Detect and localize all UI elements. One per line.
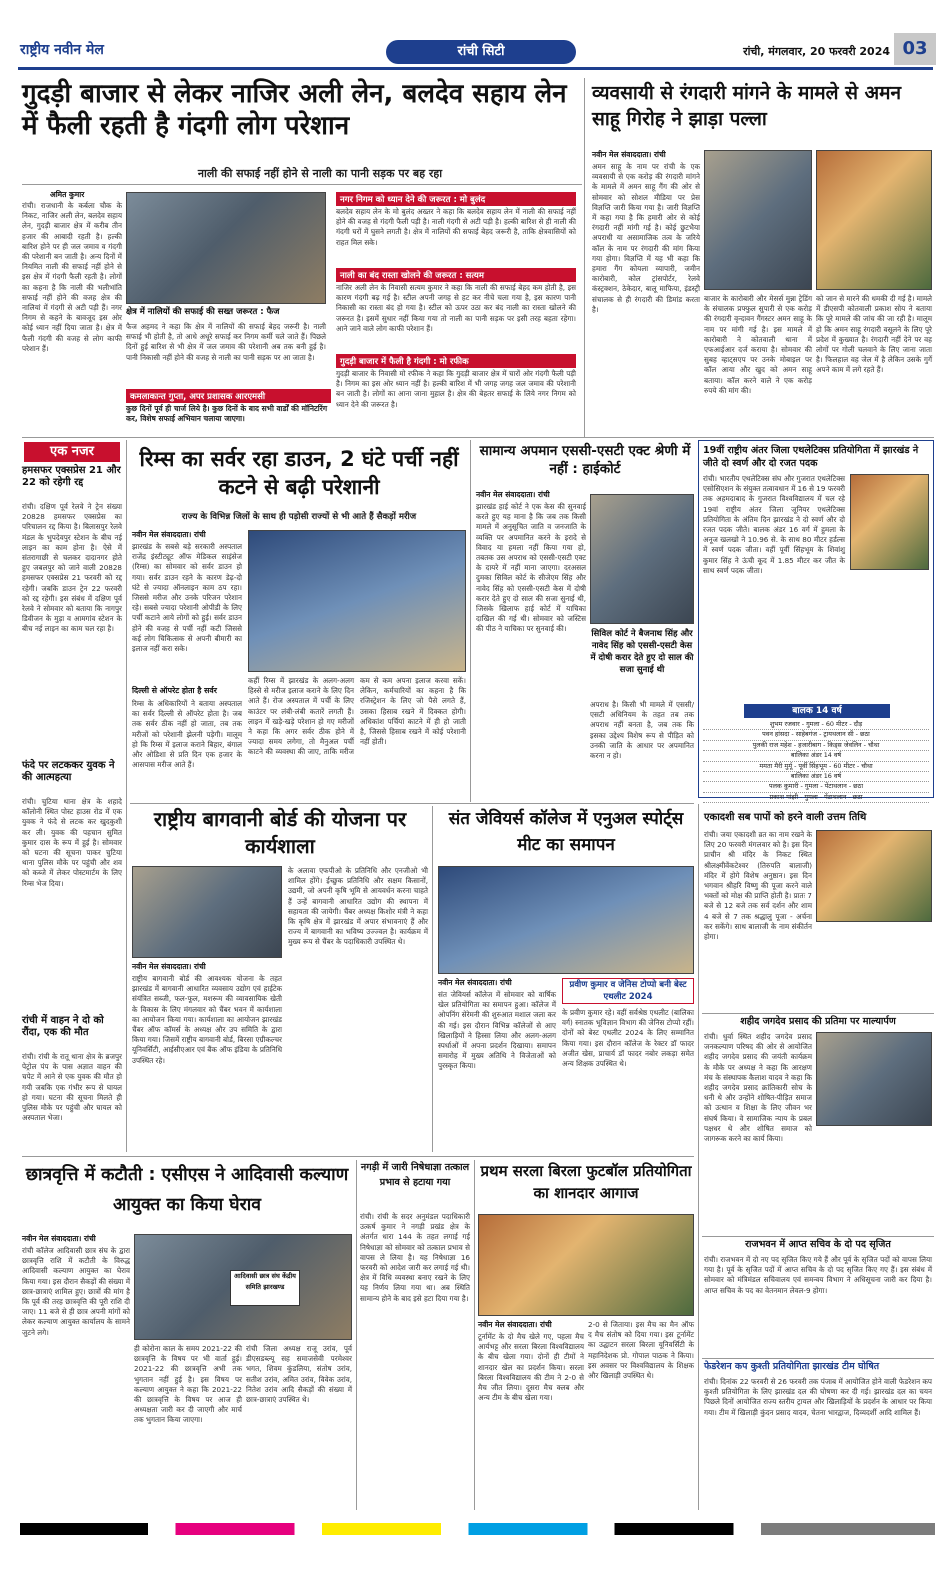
athletics-row: प्रकाश मांझी - गुमला - पेंटाथलान - छठा xyxy=(703,793,929,803)
rajbhavan-text: रांची। राजभवन में दो नए पद सृजित किए गये हैं और पूर्व के सृजित पदों को वापस लिया गया है। पूर्व के सृजित पदों में आप्त सचिव के दो पद सृजित किए गए हैं। इस संबंध में सोमवार को मंत्रिमंडल सचिवालय एवं समन्वय विभाग ने अधिसूचना जारी कर दिया है। आप्त सचिव के पद का वेतनमान लेवल-9 होगा। xyxy=(704,1255,932,1295)
ek-nazar-head-1: हमसफर एक्सप्रेस 21 और 22 को रहेगी रद्द xyxy=(22,465,121,488)
jagdev-photo xyxy=(816,1032,932,1126)
athletics-text-more xyxy=(703,572,929,700)
footer-head: कमलाकान्त गुप्ता, अपर प्रशासक आरएमसी xyxy=(126,389,331,403)
rims-subhead: राज्य के विभिन्न जिलों के साथ ही पड़ोसी राज्यों से भी आते हैं सैकड़ों मरीज xyxy=(181,512,417,522)
page-number: 03 xyxy=(894,33,936,65)
athletics-row: बालिका अंडर 16 वर्ष xyxy=(703,772,929,782)
lead-headline: गुदड़ी बाजार से लेकर नाजिर अली लेन, बलदेव सहाय लेन में फैली रहती है गंदगी लोग परेशान xyxy=(22,79,567,141)
athletics-row: पवन हांसदा - साहेबगंज - ट्रायथलान सी - छठा xyxy=(703,730,929,740)
rims-queue-photo xyxy=(248,530,466,672)
xaviers-headline: संत जेवियर्स कॉलेज में एनुअल स्पोर्ट्स मीट का समापन xyxy=(448,809,684,855)
horticulture-photo xyxy=(132,866,282,958)
nagdi-text: रांची। रांची के सदर अनुमंडल पदाधिकारी उत्कर्ष कुमार ने नगड़ी प्रखंड क्षेत्र के अंतर्गत धारा 144 के तहत लगाई गई निषेधाज्ञा को सोमवार को तत्काल प्रभाव से वापस ले लिया है। यह निषेधाज्ञा 16 फरवरी को आदेश जारी कर लगाई गई थी। क्षेत्र में विधि व्यवस्था बनाए रखने के लिए यह निर्णय लिया गया था। अब स्थिति सामान्य होने के बाद इसे हटा दिया गया है। xyxy=(360,1212,470,1303)
rims-headline: रिम्स का सर्वर रहा डाउन, 2 घंटे पर्ची नहीं कटने से बढ़ी परेशानी xyxy=(139,447,459,499)
quote-head-1: नगर निगम को ध्यान देने की जरूरत : मो बुलंद xyxy=(336,192,576,206)
athletics-row: पुलकी राज महेश - हजारीबाग - किड्स जेवलिन - चौथा xyxy=(703,741,929,751)
ek-nazar-title: एक नजर xyxy=(24,442,120,462)
extortion-byline: नवीन मेल संवाददाता। रांची xyxy=(592,150,666,159)
hc-caption: सिविल कोर्ट ने बैजनाथ सिंह और नावेद सिंह को एससी-एसटी केस में दोषी करार देते हुए दो साल की सजा सुनाई थी xyxy=(590,629,694,675)
extortion-photo-2 xyxy=(816,150,932,290)
lead-text: रांची। राजधानी के कर्बला चौक के निकट, नाजिर अली लेन, बलदेव सहाय लेन, गुदड़ी बाजार क्षेत्र में करीब तीन हजार की आबादी रहती है। हल्की बारिश होने पर ही जल जमाव व गंदगी की परेशानी बन जाती है। अन्य दिनों में नियमित नाली की सफाई नहीं होने से इस क्षेत्र में गंदगी फैली रहती है। लोगों का कहना है कि नाली की भलीभांति सफाई नहीं होने की वजह क्षेत्र की नालियां में गंदगी से अटी पड़ी हैं। नगर निगम से कहने के बावजूद इस ओर कोई ध्यान नहीं दिया जाता है। क्षेत्र में फैली गंदगी की वजह से लोग काफी परेशान हैं। xyxy=(22,201,122,353)
athletics-table-title: बालक 14 वर्ष xyxy=(744,704,890,718)
athletics-row: ममता मैरी मुर्मू - पूर्वी सिंहभूम - 60 मीटर - चौथा xyxy=(703,762,929,772)
xaviers-caption: प्रवीण कुमार व जेनिस टोप्पो बनी बेस्ट एथलीट 2024 xyxy=(562,978,694,1004)
footer-text: कुछ दिनों पूर्व ही चार्ज लिये है। कुछ दिनों के बाद सभी वार्डों की मॉनिटरिंग कर, विशेष सफाई अभियान चलाया जाएगा। xyxy=(126,404,328,423)
xaviers-text-2: के प्रवीण कुमार रहे। वहीं सर्वश्रेष्ठ एथलीट (बालिका वर्ग) स्नातक भूविज्ञान विभाग की जेनिस टोप्पो रहीं। दोनों को बेस्ट एथलीट 2024 के लिए सम्मानित किया गया। इस दौरान कॉलेज के रेक्टर डॉ फादर अजीत खेस, प्राचार्य डॉ फादर नबोर लकड़ा समेत अन्य शिक्षक उपस्थित थे। xyxy=(562,1008,694,1069)
lead-byline: अमित कुमार xyxy=(50,190,85,199)
section-label: रांची सिटी xyxy=(386,40,576,64)
fencing-text: रांची। दिनांक 22 फरवरी से 26 फरवरी तक पंजाब में आयोजित होने वाली फेडरेशन कप कुश्ती प्रतियोगिता के लिए झारखंड दल की घोषणा कर दी गई। झारखंड दल का चयन पिछले दिनों आयोजित राज्य स्तरीय ट्रायल और खिलाड़ियों के प्रदर्शन के आधार पर किया गया। टीम में खिलाड़ी कुंदन प्रसाद यादव, चेतना भारद्वाज, दिव्यदर्शी आदि शामिल हैं। xyxy=(704,1377,932,1417)
drain-photo xyxy=(126,192,326,304)
rims-delhi-head: दिल्ली से ऑपरेट होता है सर्वर xyxy=(132,686,217,695)
athletics-headline: 19वीं राष्ट्रीय अंतर जिला एथलेटिक्स प्रतियोगिता में झारखंड ने जीते दो स्वर्ण और दो रजत पदक xyxy=(703,445,919,469)
temple-photo xyxy=(816,830,932,922)
ekadashi-text: रांची। जया एकादशी व्रत का नाम रखने के लिए 20 फरवरी मंगलवार को है। इस दिन प्राचीन श्री मंदिर के निकट स्थित श्रीलक्ष्मीवेंकटेश्वर (तिरुपति बालाजी) मंदिर में होगे विशेष अनुष्ठान। इस दिन भगवान श्रीहरि विष्णु की पूजा करने वाले भक्तों को मोक्ष की प्राप्ति होती है। प्रातः 7 बजे से 12 बजे तक सर्व दर्शन और शाम 4 बजे से 7 तक श्रद्धालु पूजा - अर्चना कर सकेंगे। साथ बालाजी के नाम संकीर्तन होगा। xyxy=(704,830,812,942)
hc-text-2: अपराध है। किसी भी मामले में एससी/एसटी अधिनियम के तहत तब तक अपराध नहीं बनता है, जब तक कि इसका उद्देश्य विशेष रूप से पीड़ित को उनकी जाति के आधार पर अपमानित करना न हो। xyxy=(590,700,694,761)
athletics-row: शुभम रजवार - गुमला - 60 मीटर - दौड़ xyxy=(703,720,929,730)
date-line: रांची, मंगलवार, 20 फरवरी 2024 xyxy=(743,45,890,58)
football-photo xyxy=(478,1214,694,1316)
scholarship-headline: छात्रवृत्ति में कटौती : एसीएस ने आदिवासी कल्याण आयुक्त का किया घेराव xyxy=(25,1165,349,1215)
football-headline: प्रथम सरला बिरला फुटबॉल प्रतियोगिता का शानदार आगाज xyxy=(480,1162,692,1202)
xaviers-byline: नवीन मेल संवाददाता। रांची xyxy=(438,978,512,987)
xaviers-photo xyxy=(438,866,694,974)
rajbhavan-headline: राजभवन में आप्त सचिव के दो पद सृजित xyxy=(745,1239,891,1250)
ek-nazar-text-2: रांची। चुटिया थाना क्षेत्र के शहादे कॉलोनी स्थित पोस्ट हाउस रोड में एक युवक ने फंदे से लटक कर खुदकुशी कर ली। युवक की पहचान सुमित कुमार दास के रूप में हुई है। सोमवार को घटना की सूचना पाकर चुटिया थाना पुलिस मौके पर पहुंची और शव को कब्जे में लेकर पोस्टमार्टम के लिए रिम्स भेज दिया। xyxy=(22,797,122,888)
horticulture-text-2: के अलावा एफपीओ के प्रतिनिधि और एनजीओ भी शामिल होंगे। ईच्छुक प्रतिनिधि और सक्षम किसानों, उद्यमी, जो अपनी कृषि भूमि से आयवर्धन करना चाहते हैं उन्हें बागवानी आधारित उद्योग की स्थापना में सहायता की जायेगी। चैंबर अध्यक्ष किशोर मंत्री ने कहा कि कृषि क्षेत्र में झारखंड में अपार संभावनाएं हैं और राज्य में बागवानी का भविष्य उज्ज्वल है। कार्यक्रम में मुख्य रूप से चैंबर के पदाधिकारी उपस्थित थे। xyxy=(288,866,428,947)
horticulture-byline: नवीन मेल संवाददाता। रांची xyxy=(132,962,206,971)
hc-headline: सामान्य अपमान एससी-एसटी एक्ट श्रेणी में नहीं : हाईकोर्ट xyxy=(479,443,691,477)
lead-photo-caption: क्षेत्र में नालियों की सफाई की सख्त जरूरत : फैज xyxy=(126,307,280,317)
extortion-photo-1 xyxy=(704,150,812,290)
football-byline: नवीन मेल संवाददाता। रांची xyxy=(478,1320,552,1329)
ek-nazar-text-1: रांची। दक्षिण पूर्व रेलवे ने ट्रेन संख्या 20828 हमसफर एक्सप्रेस का परिचालन रद्द किया है। बिलासपुर रेलवे मंडल के भुपदेवपुर स्टेशन के बीच नई लाइन का काम होना है। ऐसे में संतरागाछी से चलकर दादानगर होते हुए जबलपुर को जाने वाली 20828 हमसफर एक्सप्रेस 21 फरवरी को रद्द रहेगी। जबकि डाउन ट्रेन 22 फरवरी को रद्द रहेगी। इस संबंध में दक्षिण पूर्व रेलवे ने सोमवार को बताया कि नागपुर डिवीजन के मुड़ा व आमगांव स्टेशन के बीच नई लाइन का काम चल रहा है। xyxy=(22,502,122,634)
ekadashi-text-more xyxy=(816,926,932,1010)
faiz-text: फैज अहमद ने कहा कि क्षेत्र में नालियों की सफाई बेहद जरूरी है। नाली सफाई भी होती है, तो आधे अधूरे सफाई कर निगम कर्मी चले जाते हैं। पिछले दिनों हुई बारिश से भी क्षेत्र में जल जमाव की परेशानी अब तक बनी हुई है। पानी निकासी नहीं होने की वजह से नाली का पानी सड़क पर आ जाता है। xyxy=(126,322,326,362)
athletics-text: रांची। भारतीय एथलेटिक्स संघ और गुजरात एथलेटिक्स एसोसिएशन के संयुक्त तत्वावधान में 16 से 19 फरवरी तक अहमदाबाद के गुजरात विश्वविद्यालय में चल रहे 19वां राष्ट्रीय अंतर जिला जूनियर एथलेटिक्स प्रतियोगिता के अंतिम दिन झारखंड ने दो स्वर्ण और दो रजत पदक जीते। बालक अंडर 16 वर्ग में हुमला के अनूज खलखो ने 10.96 से. के साथ 80 मीटर हर्डल्स में स्वर्ण पदक जीता। वहीं पूर्वी सिंहभूम के शिवांशु कुमार सिंह ने ऊंची कूद में 1.85 मीटर कर जीत के साथ स्वर्ण पदक जीता। xyxy=(703,474,845,575)
nagdi-headline: नगड़ी में जारी निषेधाज्ञा तत्काल प्रभाव से हटाया गया xyxy=(360,1162,470,1188)
athletics-table xyxy=(703,720,929,801)
protest-banner: आदिवासी छात्र संघ केंद्रीय समिति झारखण्ड xyxy=(230,1270,300,1306)
football-text: टूर्नामेंट के दो मैच खेले गए, पहला मैच आर्यभट्ट और सरला बिरला विश्वविद्यालय के बीच खेला गया। दोनों ही टीमों ने शानदार खेल का प्रदर्शन किया। सरला बिरला विश्वविद्यालय की टीम ने 2-0 से मैच जीत लिया। दूसरा मैच क्लब और अन्य टीम के बीच खेला गया। xyxy=(478,1332,584,1403)
horticulture-headline: राष्ट्रीय बागवानी बोर्ड की योजना पर कार्यशाला xyxy=(153,807,407,858)
athletics-row: बालिका अंडर 14 वर्ष xyxy=(703,751,929,761)
horticulture-text: राष्ट्रीय बागवानी बोर्ड की आवश्यक योजना के तहत झारखंड में बागवानी आधारित व्यवसाय उद्योग एवं हाईटेक संयंत्रित सब्जी, फल-फूल, मशरूम की व्यावसायिक खेती के विकास के लिए मंगलवार को चैंबर भवन में कार्यशाला का आयोजन किया गया। कार्यशाला का आयोजन झारखंड चैंबर ऑफ कॉमर्स के अध्यक्ष और उप समिति के द्वारा किया गया। जिसमें राष्ट्रीय बागवानी बोर्ड, बिरसा एग्रीकल्चर यूनिवर्सिटी, आईसीएआर एवं बैंक ऑफ इंडिया के प्रतिनिधि उपस्थित रहे। xyxy=(132,974,282,1065)
court-photo xyxy=(590,494,694,624)
ek-nazar-head-2: फंदे पर लटककर युवक ने की आत्महत्या xyxy=(22,760,115,783)
lead-subhead: नाली की सफाई नहीं होने से नाली का पानी सड़क पर बह रहा xyxy=(197,167,443,180)
quote-head-2: नाली का बंद रास्ता खोलने की जरूरत : सत्यम xyxy=(336,268,576,282)
quote-head-3: गुदड़ी बाजार में फैली है गंदगी : मो रफीक xyxy=(336,354,576,368)
ekadashi-headline: एकादशी सब पापों को हरने वाली उत्तम तिथि xyxy=(704,812,867,823)
ek-nazar-head-3: रांची में वाहन ने दो को रौंदा, एक की मौत xyxy=(22,1015,104,1038)
extortion-text: अमन साहू के नाम पर रांची के एक व्यवसायी से एक करोड़ की रंगदारी मांगने के मामले में अमन साहू गैंग की ओर से सोमवार को सोशल मीडिया पर प्रेस विज्ञप्ति जारी किया गया है। जारी विज्ञप्ति में कहा गया है कि हमारी ओर से कोई रंगदारी नहीं मांगी गई है। कोई छुटभैया अपराधी या असामाजिक तत्व के जरिये कॉल के नाम पर रंगदारी की मांग किया गया होगा। विज्ञप्ति में यह भी कहा कि हमारा गैंग कोयला व्यापारी, जमीन कारोबारी, कोल ट्रांसपोर्टर, रेलवे कंस्ट्रक्शन, ठेकेदार, बालू माफिया, इंडस्ट्री संचालक से ही रंगदारी की डिमांड करता है। xyxy=(592,162,700,314)
extortion-headline: व्यवसायी से रंगदारी मांगने के मामले से अमन साहू गिरोह ने झाड़ा पल्ला xyxy=(592,82,902,130)
scholarship-text-2: ही कोरोना काल के समय 2021-22 की छात्रवृत्ति के विषय पर भी वार्ता हुई। 2021-22 की छात्रवृत्ति अभी तक भुगतान नहीं हुई है। इस विषय पर कल्याण आयुक्त ने कहा कि 2021-22 की छात्रवृत्ति के विषय पर आज ही अध्यक्षता जारी कर दी जाएगी और मार्च तक भुगतान किया जाएगा। xyxy=(134,1344,242,1425)
fencing-headline: फेडरेशन कप कुश्ती प्रतियोगिता झारखंड टीम घोषित xyxy=(704,1361,880,1372)
jagdev-headline: शहीद जगदेव प्रसाद की प्रतिमा पर माल्यार्पण xyxy=(740,1016,896,1027)
jagdev-text: रांची। धुर्वा स्थित शहीद जगदेव प्रसाद जनकल्याण परिषद की ओर से आयोजित शहीद जगदेव प्रसाद की जयंती कार्यक्रम के मौके पर अध्यक्ष ने कहा कि आरक्षण मंच के संस्थापक कैलाश यादव ने कहा कि शहीद जगदेव प्रसाद क्रांतिकारी सोच के धनी थे और उन्होंने शोषित-पीड़ित समाज को उत्थान व शिक्षा के लिए जीवन भर संघर्ष किया। वे सामाजिक न्याय के प्रबल पक्षधर थे और शोषित समाज को जागरूक करने का कार्य किया। xyxy=(704,1032,812,1144)
quote-text-3: गुदड़ी बाजार के निवासी मो रफीक ने कहा कि गुदड़ी बाजार क्षेत्र में चारों ओर गंदगी फैली पड़ी है। निगम का इस ओर ध्यान नहीं है। हल्की बारिश में भी जगह जगह जल जमाव की परेशानी बन जाती है। लोगों का आना जाना मुहाल है। क्षेत्र की बेहतर सफाई के लिये नगर निगम को ध्यान देने की जरूरत है। xyxy=(336,369,576,409)
football-text-2: 2-0 से जिताया। इस मैच का मैन ऑफ द मैच संतोष को दिया गया। इस टूर्नामेंट का उद्घाटन सरला बिरला यूनिवर्सिटी के महानिदेशक प्रो. गोपाल पाठक ने किया। इस अवसर पर विश्वविद्यालय के शिक्षक और खिलाड़ी उपस्थित थे। xyxy=(588,1320,694,1381)
scholarship-byline: नवीन मेल संवाददाता। रांची xyxy=(22,1234,96,1243)
paper-logo: राष्ट्रीय नवीन मेल xyxy=(20,42,104,58)
quote-text-2: नाजिर अली लेन के निवासी सत्यम कुमार ने कहा कि नाली की सफाई बेहद कम होती है, इस कारण गंदगी बढ़ गई है। स्टील अपनी जगह से हट कर नीचे चला गया है, इस कारण पानी निकासी का रास्ता बंद हो गया है। स्टील को ऊपर उठा कर बंद नाली का रास्ता खोलने की जरूरत है। इसमें सुधार नहीं किया गया तो नाली का पानी सड़क पर इसी तरह बहता रहेगा। आने जाने वाले लोग काफी परेशान हैं। xyxy=(336,283,576,333)
hc-byline: नवीन मेल संवाददाता। रांची xyxy=(476,490,550,499)
rims-text-2: कहीं रिम्स में झारखंड के अलग-अलग हिस्से से मरीज इलाज कराने के लिए दिन आते हैं। रोज अस्पताल में पर्ची के लिए काउंटर पर लंबी-लंबी कतारें लगती हैं। लाइन में खड़े-खड़े परेशान हो गए मरीजों ने कहा कि अगर सर्वर ठीक होने में ज्यादा समय लगेगा, तो मैनुअल पर्ची काटने की व्यवस्था की जाए, ताकि मरीज कम से कम अपना इलाज करवा सकें। लेकिन, कर्मचारियों का कहना है कि रजिस्ट्रेशन के लिए जो पैसे लगते हैं, उसका हिसाब रखने में दिक्कत होगी। अधिकांश पर्चियां काटने में ही हो जाती है, जिससे हिसाब रखने में कोई परेशानी नहीं होती। xyxy=(248,676,466,757)
rims-text: झारखंड के सबसे बड़े सरकारी अस्पताल राजेंद्र इंस्टीट्यूट ऑफ मेडिकल साइंसेज (रिम्स) का सोमवार को सर्वर डाउन हो गया। सर्वर डाउन रहने के कारण डेढ़-दो घंटे से ज्यादा ऑनलाइन काम ठप रहा। जिससे मरीज और उनके परिजन परेशान रहे। सबसे ज्यादा परेशानी ओपीडी के लिए पर्ची कटाने आये लोगों को हुई। सर्वर डाउन होने की वजह से पर्ची नहीं कटी जिससे कई लोग चिकित्सक से अपनी बीमारी का इलाज नहीं करा सके। xyxy=(132,542,242,654)
rims-byline: नवीन मेल संवाददाता। रांची xyxy=(132,530,206,539)
hc-text: झारखंड हाई कोर्ट ने एक केस की सुनवाई करते हुए यह माना है कि जब तक किसी मामले में अनुसूचित जाति व जनजाति के व्यक्ति पर अपमानित करने के इरादे से विवाद या हमला नहीं किया गया हो, तबतक उस अपराध को एससी-एसटी एक्ट के दायरे में नहीं माना जाएगा। दरअसल दुमका सिविल कोर्ट के सीजेएम सिंह और नावेद सिंह को एससी-एसटी केस में दोषी करार देते हुए दो साल की सजा सुनाई थी, जिसके खिलाफ हाई कोर्ट में याचिका दाखिल की गई थी। सोमवार को जस्टिस की पीठ ने याचिका पर सुनवाई की। xyxy=(476,502,586,634)
ek-nazar-text-3: रांची। रांची के रातू थाना क्षेत्र के ब्रजपुर पेट्रोल पंप के पास अज्ञात वाहन की चपेट में आने से एक युवक की मौत हो गयी जबकि एक गंभीर रूप से घायल हो गया। घटना की सूचना मिलते ही पुलिस मौके पर पहुंची और घायल को अस्पताल भेजा। xyxy=(22,1052,122,1123)
scholarship-text-3: रांची जिला अध्यक्ष राजू उरांव, पूर्व डीएसडब्ल्यू सह समाजसेवी परमेश्वर भगत, शिवम कुंडलिया, संतोष उरांव, सतीश उरांव, अमित उरांव, विवेक उरांव, नितेश उरांव आदि सैकड़ों की संख्या में छात्र-छात्राएं उपस्थित थे। xyxy=(246,1344,352,1405)
athlete-photo xyxy=(850,474,929,570)
rims-delhi-text: रिम्स के अधिकारियों ने बताया अस्पताल का सर्वर दिल्ली से ऑपरेट होता है। जब तक सर्वर ठीक नहीं हो जाता, तब तक मरीजों को परेशानी झेलनी पड़ेगी। मालूम हो कि रिम्स में इलाज कराने बिहार, बंगाल और ओडिशा से प्रति दिन एक हजार के आसपास मरीज आते हैं। xyxy=(132,699,242,770)
quote-text-1: बलदेव सहाय लेन के मो बुलंद अख्तर ने कहा कि बलदेव सहाय लेन में नाली की सफाई नहीं होने की वजह से गंदगी फैली पड़ी है। नाली गंदगी से अटी पड़ी है। हल्की बारिश से ही नाली की गंदगी घरों में घुसने लगती है। क्षेत्र में नालियों की सफाई बेहद जरूरी है, ताकि क्षेत्रवासियों को राहत मिल सके। xyxy=(336,207,576,247)
athletics-row: पलक कुमारी - गुमला - पेंटाथलान - छठा xyxy=(703,782,929,792)
extortion-text-3: को जान से मारने की धमकी दी गई है। मामले में डीएसपी कोतवाली प्रकाश सोय ने बताया कि पूरे मामले की जांच की जा रही है। मालूम हो कि अमन साहू रंगदारी वसूलने के लिए पूरे प्रदेश में कुख्यात है। रंगदारी नहीं देने पर वह लोगों पर गोली चलवाने के लिए जाना जाता है। फिलहाल वह जेल में है लेकिन उसके गुर्गे अपने काम में लगे रहते हैं। xyxy=(816,294,932,375)
extortion-text-2: बाजार के कारोबारी और मेसर्स मुन्ना ट्रेडिंग के संचालक प्रफ्फुल सुपारी से एक करोड़ की रंगदारी वृन्दावन गैंगस्टर अमन साहू के नाम पर मांगी गई है। इस मामले में कारोबारी ने कोतवाली थाना में एफआईआर दर्ज कराया है। सोमवार की सुबह व्हाट्सएप पर उनके मोबाइल पर कॉल आया और खुद को अमन साहू बताया। कॉल करने वाले ने एक करोड़ रुपये की मांग की। xyxy=(704,294,812,395)
print-color-bar xyxy=(20,1523,935,1535)
scholarship-text: रांची कॉलेज आदिवासी छात्र संघ के द्वारा छात्रवृत्ति राशि में कटौती के विरुद्ध आदिवासी कल्याण आयुक्त का घेराव किया गया। इस दौरान सैकड़ों की संख्या में छात्र-छात्राएं शामिल हुए। छात्रों की मांग है कि पूर्व की तरह छात्रवृत्ति की पूरी राशि दी जाए। 11 बजे से ही छात्र अपनी मांगों को लेकर कल्याण आयुक्त कार्यालय के सामने जुटने लगे। xyxy=(22,1246,130,1337)
xaviers-text: संत जेवियर्स कॉलेज में सोमवार को वार्षिक खेल प्रतियोगिता का समापन हुआ। कॉलेज में ओपनिंग सेरेमनी की शुरुआत मशाल जला कर की गई। इस दौरान विभिन्न कॉलेजों से आए खिलाड़ियों ने हिस्सा लिया और अलग-अलग स्पर्धाओं में अपना प्रदर्शन दिखाया। समापन समारोह में मुख्य अतिथि ने विजेताओं को पुरस्कृत किया। xyxy=(438,990,556,1071)
